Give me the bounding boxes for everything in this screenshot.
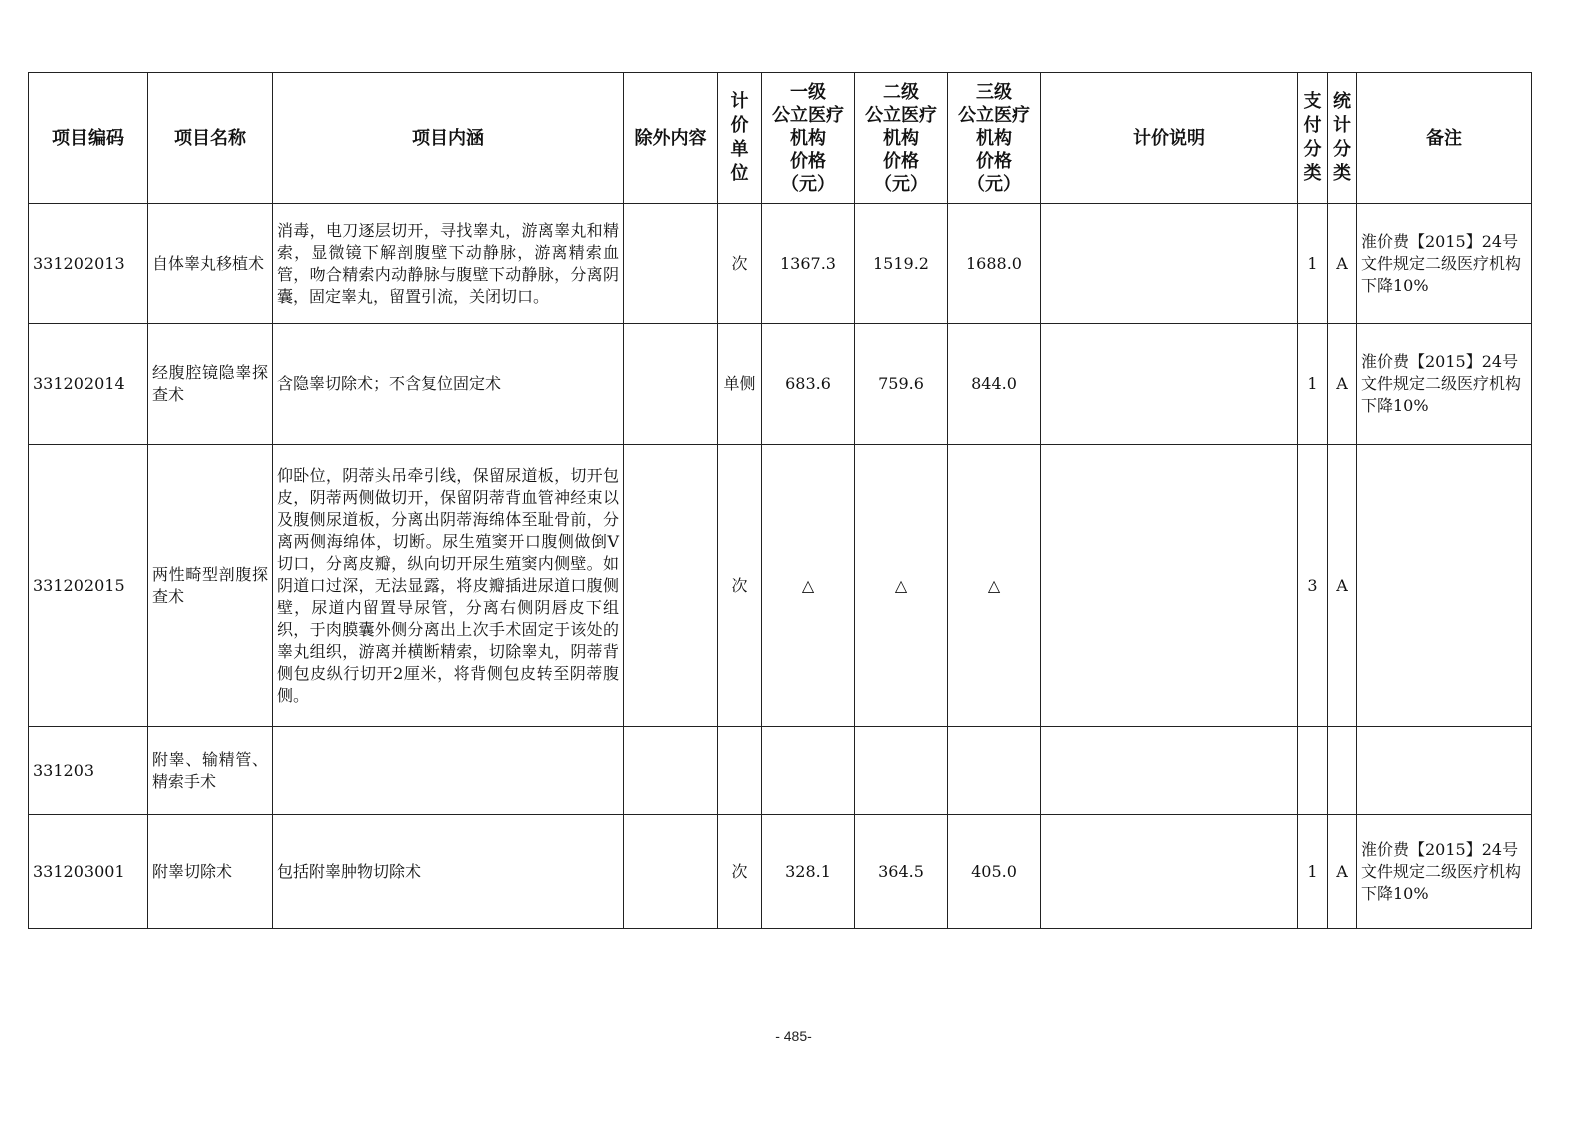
cell-name: 两性畸型剖腹探查术 xyxy=(148,445,273,727)
cell-price-level3 xyxy=(948,727,1041,815)
cell-name: 自体睾丸移植术 xyxy=(148,204,273,324)
cell-stat-class: A xyxy=(1328,815,1357,929)
cell-remarks: 淮价费【2015】24号文件规定二级医疗机构下降10% xyxy=(1357,204,1532,324)
header-price-level1 xyxy=(762,73,855,204)
header-price2-line: （元） xyxy=(874,173,928,195)
cell-price-level2 xyxy=(855,727,948,815)
cell-content: 消毒，电刀逐层切开，寻找睾丸，游离睾丸和精索，显微镜下解剖腹壁下动静脉，游离精索血管，吻合精索内动静脉与腹壁下动静脉，分离阴囊，固定睾丸，留置引流，关闭切口。 xyxy=(273,204,624,324)
cell-payment-class: 1 xyxy=(1298,204,1328,324)
cell-name: 经腹腔镜隐睾探查术 xyxy=(148,324,273,445)
cell-content xyxy=(273,727,624,815)
cell-unit: 次 xyxy=(718,445,762,727)
cell-code: 331203 xyxy=(29,727,148,815)
table-row xyxy=(29,324,1532,445)
cell-payment-class: 1 xyxy=(1298,324,1328,445)
cell-unit: 次 xyxy=(718,204,762,324)
header-stat-class xyxy=(1328,73,1357,204)
cell-unit: 次 xyxy=(718,815,762,929)
header-price2-line: 二级 xyxy=(883,81,919,103)
cell-price-level2: 1519.2 xyxy=(855,204,948,324)
cell-price-level3: 405.0 xyxy=(948,815,1041,929)
cell-unit: 单侧 xyxy=(718,324,762,445)
table-row xyxy=(29,445,1532,727)
cell-name: 附睾、输精管、精索手术 xyxy=(148,727,273,815)
header-price-level3 xyxy=(948,73,1041,204)
header-price1-line: 机构 xyxy=(790,127,826,149)
header-remarks: 备注 xyxy=(1357,73,1532,204)
cell-code: 331202013 xyxy=(29,204,148,324)
cell-stat-class: A xyxy=(1328,324,1357,445)
header-content: 项目内涵 xyxy=(273,73,624,204)
header-pricing-note: 计价说明 xyxy=(1041,73,1298,204)
cell-exclusions xyxy=(624,324,718,445)
header-price1-line: （元） xyxy=(781,173,835,195)
table-row xyxy=(29,727,1532,815)
cell-price-level1 xyxy=(762,727,855,815)
cell-price-level3: △ xyxy=(948,445,1041,727)
header-price1-line: 公立医疗 xyxy=(772,104,844,126)
header-row xyxy=(29,73,1532,204)
cell-price-level2: △ xyxy=(855,445,948,727)
cell-price-level1: 683.6 xyxy=(762,324,855,445)
cell-exclusions xyxy=(624,727,718,815)
cell-code: 331202014 xyxy=(29,324,148,445)
header-price2-line: 价格 xyxy=(883,150,919,172)
header-payment-text: 支付分类 xyxy=(1303,91,1322,184)
header-price3-line: 机构 xyxy=(976,127,1012,149)
header-price2-line: 机构 xyxy=(883,127,919,149)
cell-pricing-note xyxy=(1041,815,1298,929)
table-row xyxy=(29,815,1532,929)
cell-pricing-note xyxy=(1041,204,1298,324)
header-exclusions: 除外内容 xyxy=(624,73,718,204)
cell-payment-class: 1 xyxy=(1298,815,1328,929)
header-unit xyxy=(718,73,762,204)
cell-exclusions xyxy=(624,204,718,324)
cell-price-level3: 1688.0 xyxy=(948,204,1041,324)
cell-code: 331202015 xyxy=(29,445,148,727)
cell-remarks xyxy=(1357,727,1532,815)
header-price3-line: 三级 xyxy=(976,81,1012,103)
cell-payment-class xyxy=(1298,727,1328,815)
header-price1-line: 价格 xyxy=(790,150,826,172)
cell-price-level2: 364.5 xyxy=(855,815,948,929)
cell-price-level2: 759.6 xyxy=(855,324,948,445)
cell-exclusions xyxy=(624,815,718,929)
header-price1-line: 一级 xyxy=(790,81,826,103)
cell-stat-class xyxy=(1328,727,1357,815)
price-table xyxy=(28,72,1532,929)
cell-remarks xyxy=(1357,445,1532,727)
cell-remarks: 淮价费【2015】24号文件规定二级医疗机构下降10% xyxy=(1357,815,1532,929)
header-price3-line: 公立医疗 xyxy=(958,104,1030,126)
cell-price-level1: 328.1 xyxy=(762,815,855,929)
cell-stat-class: A xyxy=(1328,445,1357,727)
header-code: 项目编码 xyxy=(29,73,148,204)
header-name: 项目名称 xyxy=(148,73,273,204)
cell-code: 331203001 xyxy=(29,815,148,929)
cell-remarks: 淮价费【2015】24号文件规定二级医疗机构下降10% xyxy=(1357,324,1532,445)
cell-content: 仰卧位，阴蒂头吊牵引线，保留尿道板，切开包皮，阴蒂两侧做切开，保留阴蒂背血管神经束以及腹侧尿道板，分离出阴蒂海绵体至耻骨前，分离两侧海绵体，切断。尿生殖窦开口腹侧做倒V切口，分离皮瓣，纵向切开尿生殖窦内侧壁。如阴道口过深，无法显露，将皮瓣插进尿道口腹侧壁，尿道内留置导尿管，分离右侧阴唇皮下组织，于肉膜囊外侧分离出上次手术固定于该处的睾丸组织，游离并横断精索，切除睾丸，阴蒂背侧包皮纵行切开2厘米，将背侧包皮转至阴蒂腹侧。 xyxy=(273,445,624,727)
cell-pricing-note xyxy=(1041,324,1298,445)
cell-name: 附睾切除术 xyxy=(148,815,273,929)
cell-unit xyxy=(718,727,762,815)
header-price3-line: 价格 xyxy=(976,150,1012,172)
cell-payment-class: 3 xyxy=(1298,445,1328,727)
cell-pricing-note xyxy=(1041,727,1298,815)
header-unit-text: 计价单位 xyxy=(730,91,749,184)
cell-price-level1: △ xyxy=(762,445,855,727)
header-price3-line: （元） xyxy=(967,173,1021,195)
cell-exclusions xyxy=(624,445,718,727)
header-price-level2 xyxy=(855,73,948,204)
cell-pricing-note xyxy=(1041,445,1298,727)
header-stat-text: 统计分类 xyxy=(1333,91,1351,184)
cell-stat-class: A xyxy=(1328,204,1357,324)
cell-price-level1: 1367.3 xyxy=(762,204,855,324)
page-number: - 485- xyxy=(775,1028,812,1044)
cell-price-level3: 844.0 xyxy=(948,324,1041,445)
cell-content: 含隐睾切除术；不含复位固定术 xyxy=(273,324,624,445)
cell-content: 包括附睾肿物切除术 xyxy=(273,815,624,929)
table-row xyxy=(29,204,1532,324)
header-payment-class xyxy=(1298,73,1328,204)
header-price2-line: 公立医疗 xyxy=(865,104,937,126)
